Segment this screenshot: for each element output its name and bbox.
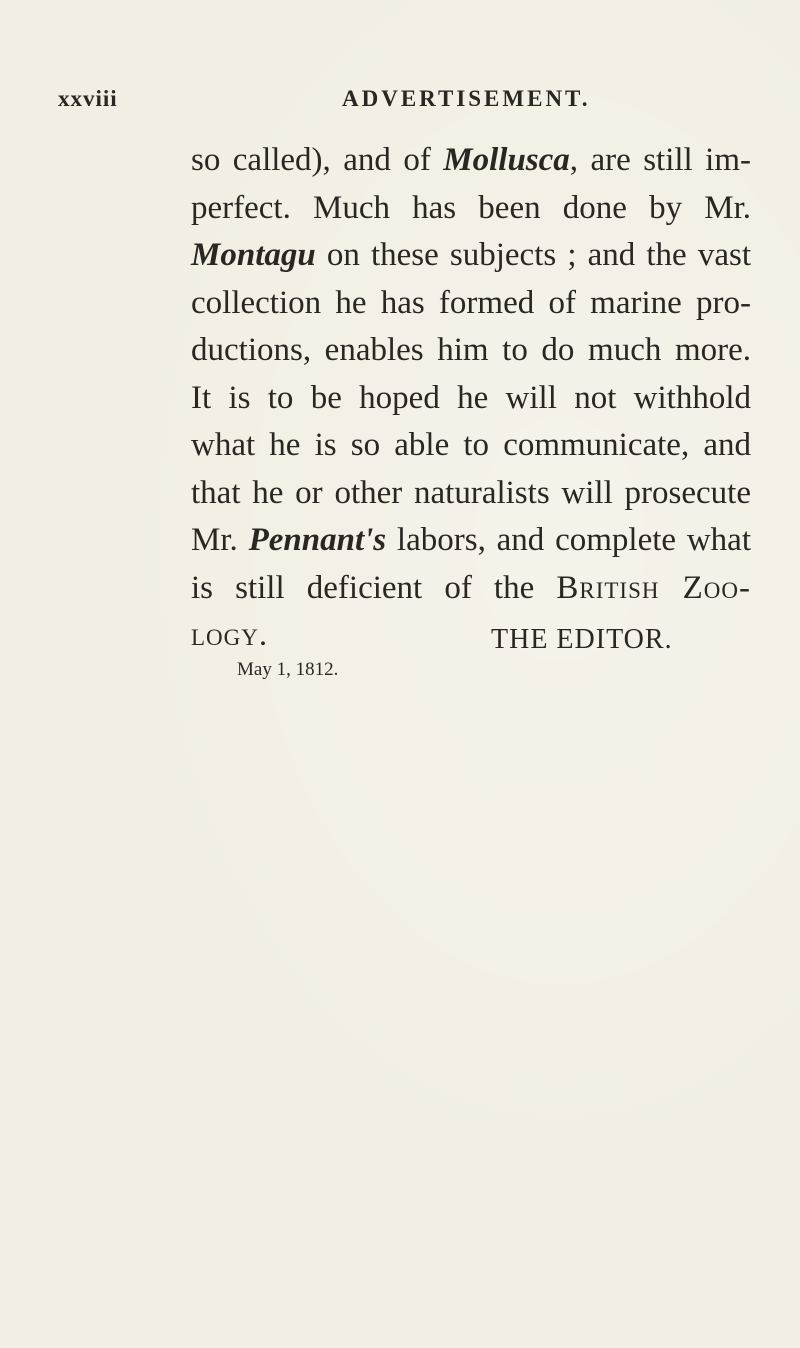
text-line: Montagu on these subjects ; and the vast: [191, 237, 751, 273]
body-paragraph: [191, 137, 751, 660]
text-line: It is to be hoped he will not withhold: [191, 379, 751, 416]
editor-signature: THE EDITOR.: [491, 624, 673, 655]
text-line: so called), and of Mollusca, are still im-: [191, 142, 751, 178]
text-line: that he or other naturalists will prosecute: [191, 474, 751, 511]
text-line: what he is so able to communicate, and: [191, 427, 751, 463]
page-number: xxviii: [58, 86, 118, 111]
text-line: logy.: [191, 617, 268, 653]
running-title: ADVERTISEMENT.: [342, 86, 591, 111]
text-line: ductions, enables him to do much more.: [191, 332, 751, 368]
text-line: Mr. Pennant's labors, and complete what: [191, 522, 751, 558]
text-line: collection he has formed of marine pro-: [191, 284, 751, 321]
text-line: is still deficient of the British Zoo-: [191, 569, 751, 606]
date-line: May 1, 1812.: [237, 659, 339, 680]
page-header: [58, 86, 758, 116]
text-line: perfect. Much has been done by Mr.: [191, 189, 751, 226]
